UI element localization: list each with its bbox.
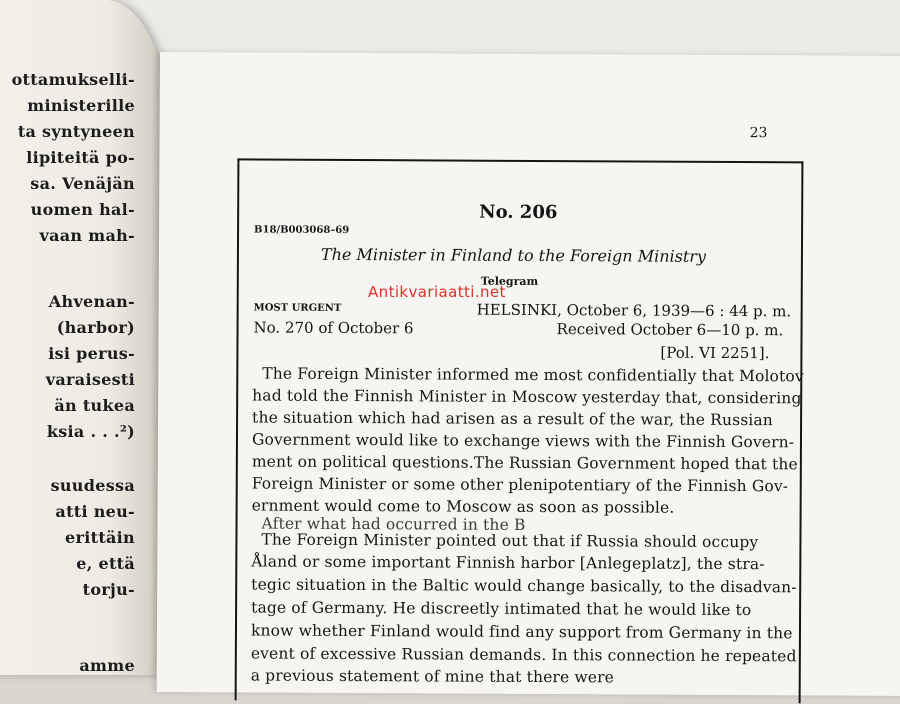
left-page-line: sa. Venäjän: [30, 174, 135, 193]
left-page-line: ksia . . .²): [46, 422, 135, 441]
document-title: The Minister in Finland to the Foreign Ministry: [320, 244, 707, 266]
body-line: The Foreign Minister pointed out that if Russia should occupy: [261, 530, 759, 552]
body-line: event of excessive Russian demands. In this connection he repeated: [250, 644, 797, 666]
body-line: Government would like to exchange views with the Finnish Govern-: [251, 430, 795, 452]
body-line: The Foreign Minister informed me most confidentially that Molotov: [262, 364, 804, 386]
left-page-line: atti neu-: [55, 502, 135, 521]
telegram-number: No. 270 of October 6: [253, 318, 414, 338]
body-line: a previous statement of mine that there were: [250, 666, 615, 687]
left-page-line: uomen hal-: [30, 200, 135, 219]
left-page-line: Ahvenan-: [48, 292, 135, 311]
body-line: ernment would come to Moscow as soon as possible.: [251, 496, 675, 517]
file-code: B18/B003068–69: [254, 224, 350, 236]
left-page-line: ta syntyneen: [17, 122, 135, 141]
right-page: [157, 52, 900, 696]
left-page-line: vaan mah-: [39, 226, 135, 245]
body-line: had told the Finnish Minister in Moscow yesterday that, considering: [252, 386, 802, 408]
left-page-line: varaisesti: [45, 370, 135, 389]
document-type: Telegram: [480, 274, 539, 288]
left-page-line: suudessa: [50, 476, 135, 495]
left-page-line: e, että: [76, 554, 135, 573]
body-line: the situation which had arisen as a result of the war, the Russian: [252, 408, 774, 430]
left-page-line: (harbor): [56, 318, 135, 337]
body-line: know whether Finland would find any support from Germany in the: [250, 621, 793, 643]
page-number: 23: [749, 125, 768, 142]
body-line: tegic situation in the Baltic would change basically, to the disadvan-: [251, 575, 797, 597]
left-page-line: isi perus-: [48, 344, 135, 363]
body-line: Åland or some important Finnish harbor [Anlegeplatz], the stra-: [251, 552, 765, 574]
left-page-line: lipiteitä po-: [26, 148, 135, 167]
urgency-label: MOST URGENT: [253, 302, 342, 314]
left-page-line: än tukea: [54, 396, 135, 415]
document-number: No. 206: [479, 201, 558, 224]
left-page-line: ottamukselli-: [11, 70, 135, 89]
archive-reference: [Pol. VI 2251].: [660, 343, 770, 363]
left-page-line: amme: [79, 656, 135, 675]
left-page-line: erittäin: [65, 528, 135, 547]
body-line: After what had occurred in the B: [261, 514, 526, 534]
left-page-line: torju-: [82, 580, 135, 599]
watermark: Antikvariaatti.net: [368, 283, 506, 301]
body-line: ment on political questions.The Russian Government hoped that the: [251, 452, 798, 474]
received-line: Received October 6—10 p. m.: [556, 320, 784, 340]
body-line: tage of Germany. He discreetly intimated that he would like to: [251, 598, 752, 620]
sent-dateline: HELSINKI, October 6, 1939—6 : 44 p. m.: [476, 300, 792, 321]
body-line: Foreign Minister or some other plenipotentiary of the Finnish Gov-: [251, 474, 789, 496]
left-page-line: ministerille: [27, 96, 135, 115]
left-page: [0, 0, 165, 675]
